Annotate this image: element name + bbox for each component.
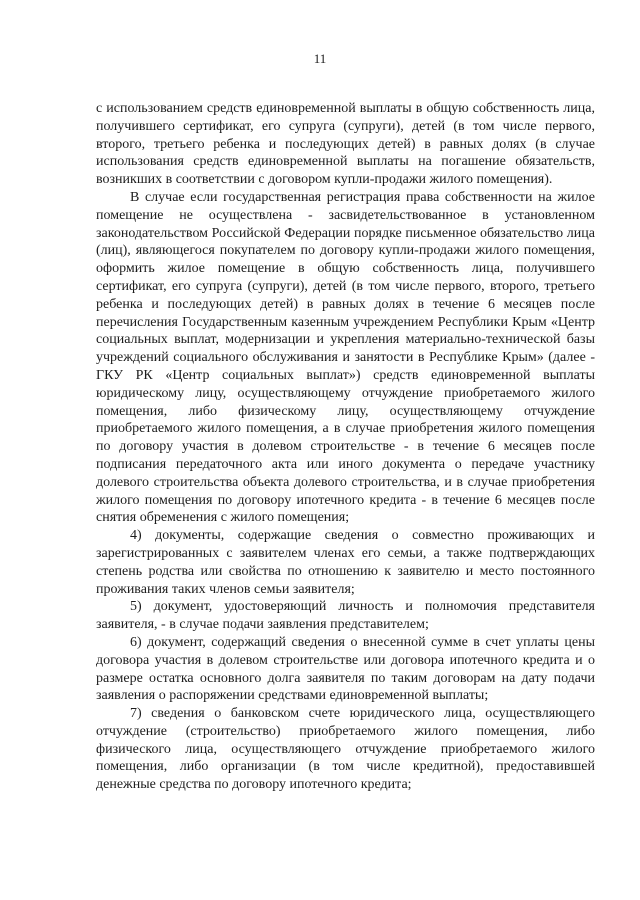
paragraph-registration-obligation: В случае если государственная регистрация права собственности на жилое помещение не осуществлена - засвидетельствованное в установленном законодательством Российской Федерации порядке письменное обязательство лица (лиц), являющегося покупателем по договору купли-продажи жилого помещения, оформить жилое помещение в общую собственность лица, получившего сертификат, его супруга (супруги), детей (в том числе первого, второго, третьего ребенка и последующих детей) в равных долях в течение 6 месяцев после перечисления Государственным казенным учреждением Республики Крым «Центр социальных выплат, модернизации и укрепления материально-технической базы учреждений социального обслуживания и занятости в Республике Крым» (далее - ГКУ РК «Центр социальных выплат») средств единовременной выплаты юридическому лицу, осуществляющему отчуждение приобретаемого жилого помещения, либо физическому лицу, осуществляющему отчуждение приобретаемого жилого помещения, а в случае приобретения жилого помещения по договору участия в долевом строительстве - в течение 6 месяцев после подписания передаточного акта или иного документа о передаче участнику долевого строительства объекта долевого строительства, и в случае приобретения жилого помещения по договору ипотечного кредита - в течение 6 месяцев после снятия обременения с жилого помещения; xyxy=(96,189,595,526)
paragraph-item-4: 4) документы, содержащие сведения о совместно проживающих и зарегистрированных с заявителем членах его семьи, а также подтверждающих степень родства или свойства по отношению к заявителю и место постоянного проживания таких членов семьи заявителя; xyxy=(96,528,595,597)
page-number: 11 xyxy=(313,51,327,66)
paragraph-item-5: 5) документ, удостоверяющий личность и полномочия представителя заявителя, - в случае подачи заявления представителем; xyxy=(96,599,595,633)
paragraph-item-7: 7) сведения о банковском счете юридического лица, осуществляющего отчуждение (строительство) приобретаемого жилого помещения, либо физического лица, осуществляющего отчуждение приобретаемого жилого помещения, либо организации (в том числе кредитной), предоставившей денежные средства по договору ипотечного кредита; xyxy=(96,706,595,793)
paragraph-continuation: с использованием средств единовременной выплаты в общую собственность лица, получившего сертификат, его супруга (супруги), детей (в том числе первого, второго, третьего ребенка и последующих детей) в равных долях (в случае использования средств единовременной выплаты на погашение обязательств, возникших в соответствии с договором купли-продажи жилого помещения). xyxy=(96,101,595,188)
paragraph-item-6: 6) документ, содержащий сведения о внесенной сумме в счет уплаты цены договора участия в долевом строительстве или договора ипотечного кредита и о размере остатка основного долга заявителя по таким договорам на дату подачи заявления о распоряжении средствами единовременной выплаты; xyxy=(96,634,595,704)
document-body xyxy=(96,100,595,794)
